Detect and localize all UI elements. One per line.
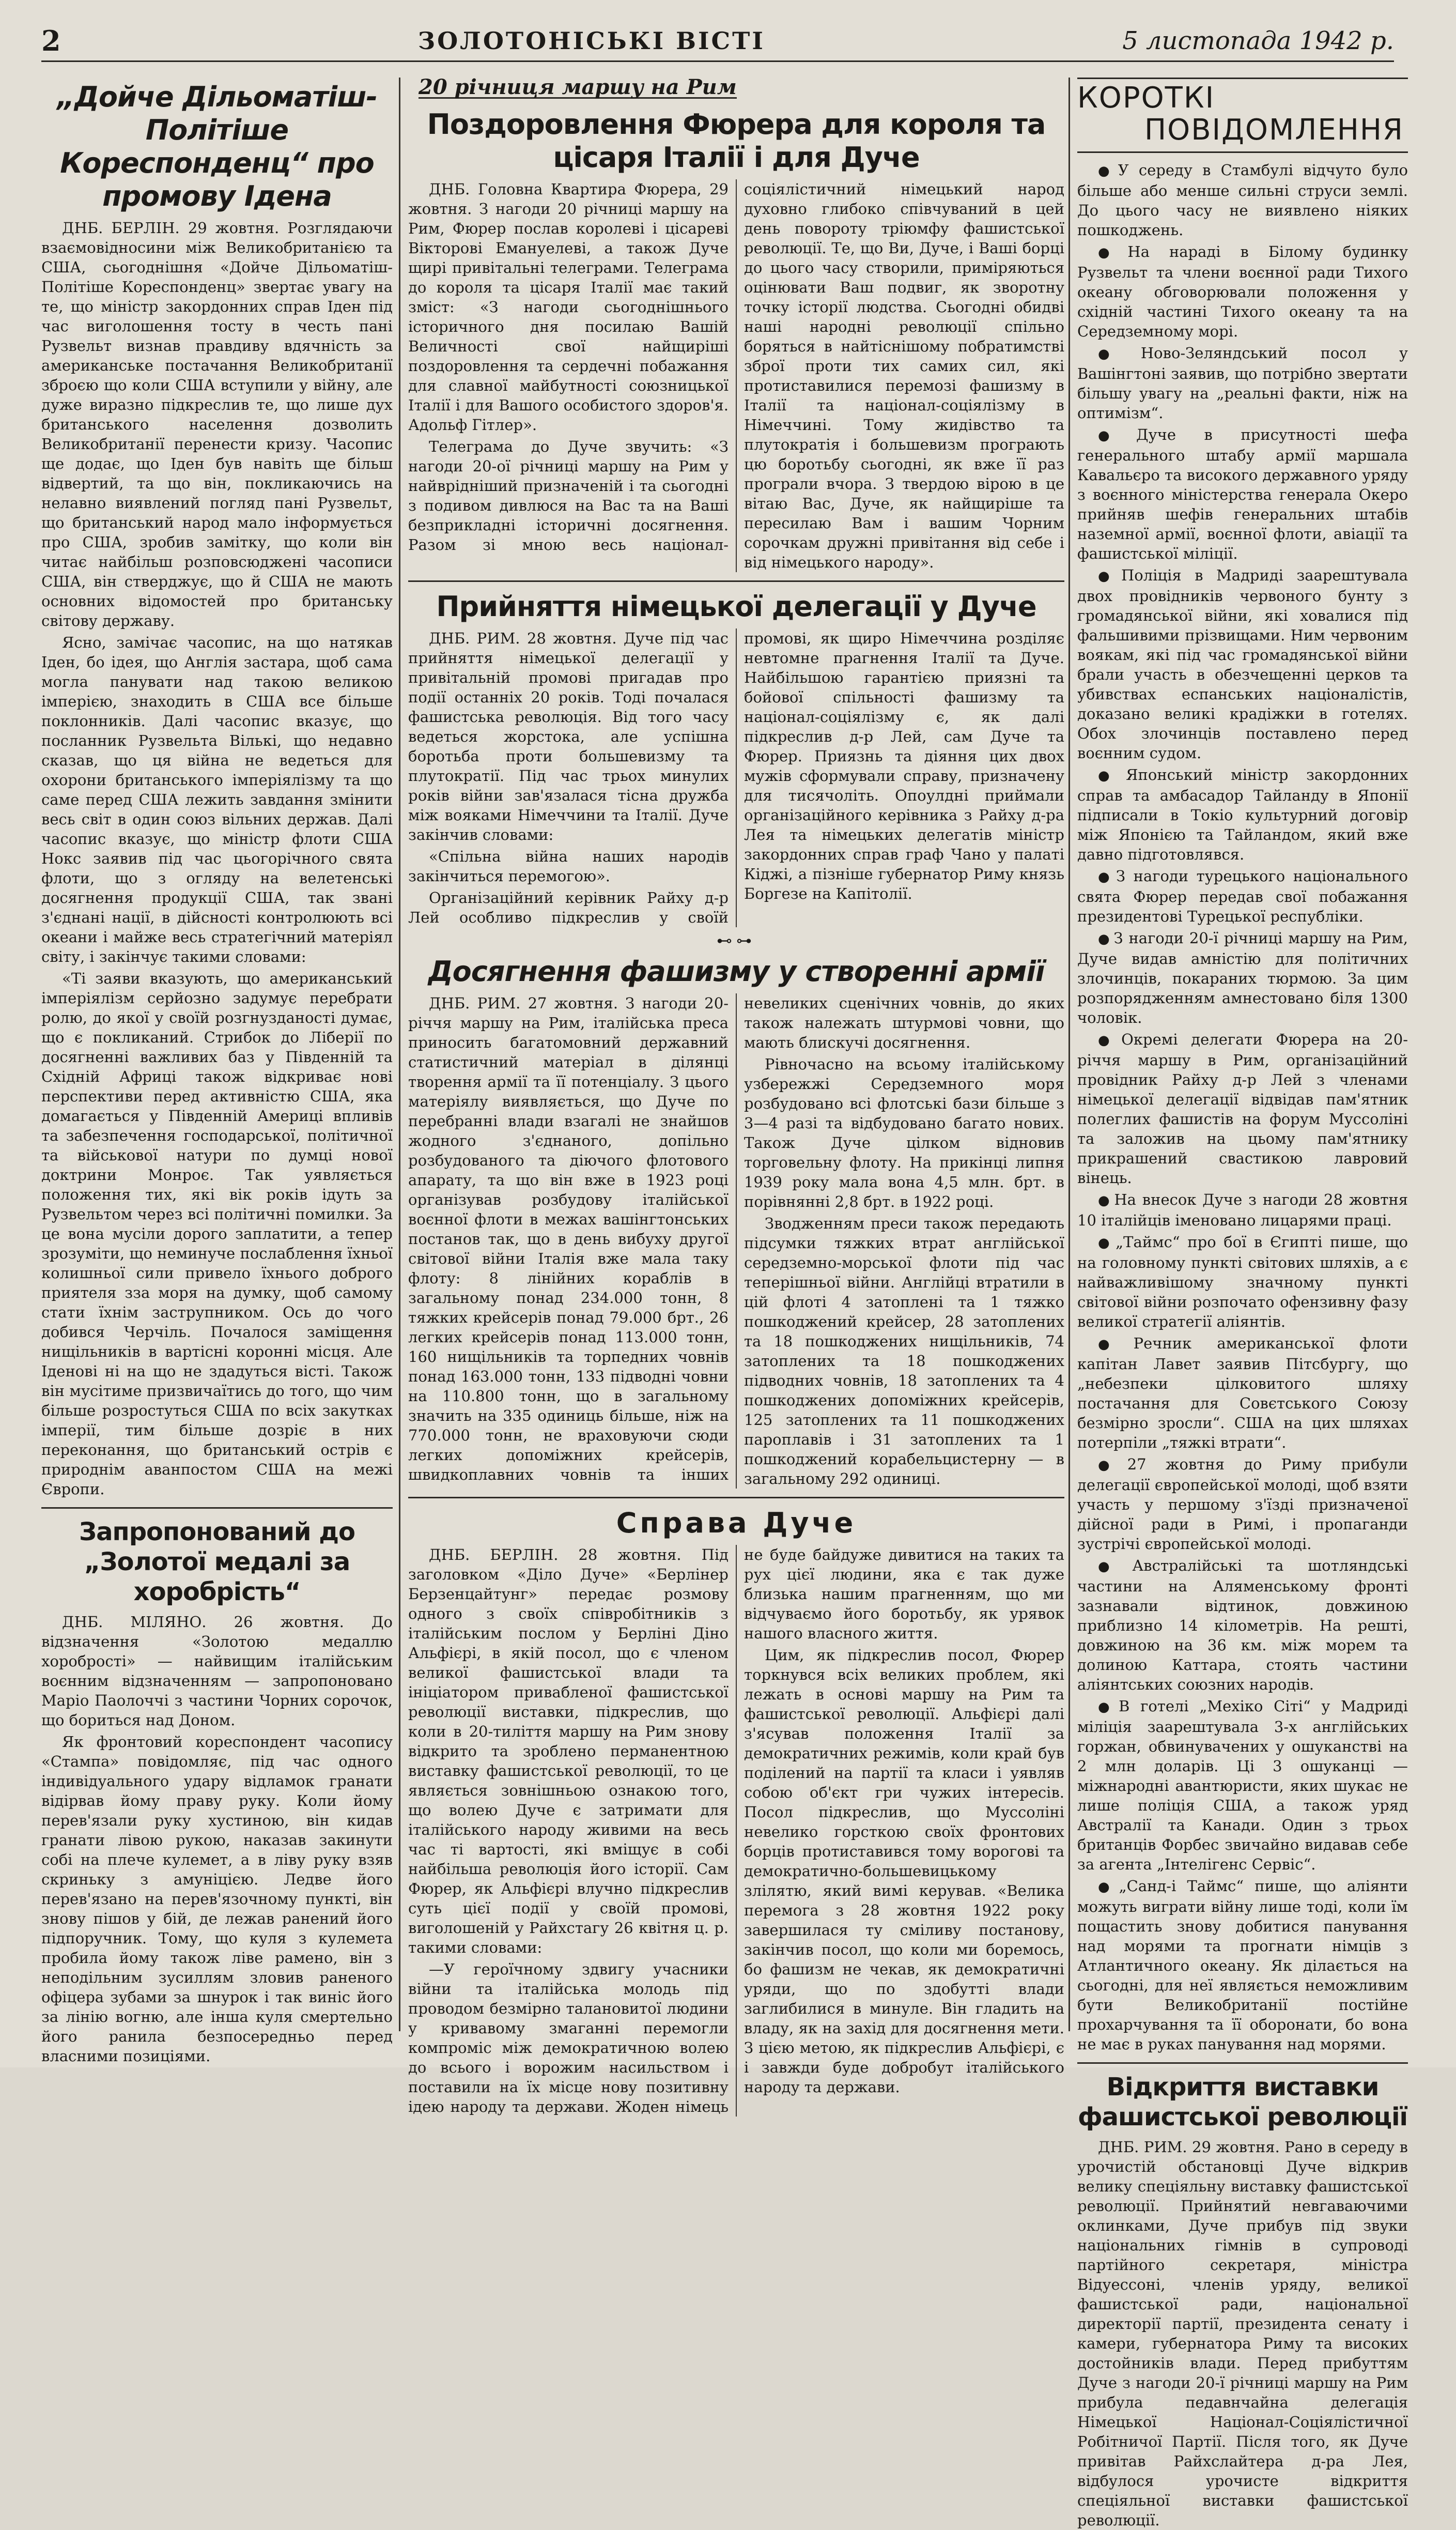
bullet-icon: ● xyxy=(1098,1879,1116,1895)
article-paragraph: Ясно, замічає часопис, на що натякав Іден, бо ідея, що Англія застара, щоб сама могла панувати над такою великою імперією, знаходить в США все більше поклонників. Далі часопис вказує, що посланник Рузвельта Вількі, що недавно сказав, що ця війна не ведеться для охорони британського імперіялізму та що саме перед США лежить завдання змінити весь світ в один союз вільних держав. Далі часопис вказує, що міністр флоти США Нокс заявив під час цьогорічного свята флоти, що з огляду на велетенські досягнення продукції США, так звані з'єднані нації, в дійсності контролюють всі океани і майже весь стратегічний матеріял світу, і закінчує такими словами: xyxy=(41,634,393,965)
news-item-text: Австралійські та шотляндські частини на Аляменському фронті зазнавали відтинок, довжиною приблизно 14 кілометрів. На решті, довжиною на 36 км. між морем та долиною Каттара, стоять частини аліянтських союзних народів. xyxy=(1077,1557,1408,1693)
news-item-text: „Санд-і Таймс“ пише, що аліянти можуть виграти війну лише тоді, коли їм пощастить знову добитися панування над морями та прогнати німців з Атлантичного океану. Як ділається на сьогодні, для неї являється неможливим бути Великобританії постійне прохарчування та її оборонати, бо вона не має в руках панування над морями. xyxy=(1077,1877,1408,2053)
short-news-list xyxy=(1077,160,1408,2054)
article-title: Поздоровлення Фюрера для короля та цісаря Італії і для Дуче xyxy=(427,108,1046,174)
article-title: „Дойче Дільоматіш-Політіше Кореспонденц“ про промову Ідена xyxy=(57,81,377,212)
bullet-icon: ● xyxy=(1098,1337,1130,1352)
article-body xyxy=(408,179,1064,572)
article-paragraph: Рівночасно на всьому італійському узбережжі Середземного моря розбудовано всі флотські бази більше з 3—4 разі та відбудовано багато нових. Також Дуче цілком відновив торговельну флоту. На прикінці липня 1939 року мала вона 4,5 млн. брт. в порівнянні 2,8 брт. в 1922 році. xyxy=(744,1055,1064,1210)
news-item xyxy=(1077,1333,1408,1452)
article-body xyxy=(408,628,1064,927)
bullet-icon: ● xyxy=(1098,428,1134,443)
divider xyxy=(408,1497,1064,1498)
article-paragraph: ДНБ. МІЛЯНО. 26 жовтня. До відзначення «Золотою медаллю хоробрості» — найвищим італійським воєнним відзначенням — запропоновано Маріо Паолоччі з частини Чорних сорочок, що бориться над Доном. xyxy=(41,1613,393,1729)
article-paragraph: ДНБ. Головна Квартира Фюрера, 29 жовтня. З нагоди 20 річниці маршу на Рим, Фюрер послав королеві і цісареві Вікторові Емануелеві, а також Дуче щирі привітальні телеграми. Телеграма до короля та цісаря Італії має такий зміст: «З нагоди сьогоднішнього історичного дня посилаю Вашій Величності свої найщиріші поздоровлення та сердечні побажання для славної майбутності союзницької Італії і для Вашого особистого здоров'я. Адольф Гітлер». xyxy=(408,180,729,434)
article-paragraph: ДНБ. БЕРЛІН. 28 жовтня. Під заголовком «Діло Дуче» «Берлінер Берзенцайтунг» передає розмову одного з своїх співробітників з італійським послом у Берліні Діно Альфієрі, в якій посол, що є членом великої фашистської влади та ініціатором привабленої фашистської революції виставки, підкреслив, що коли в 20-тиліття маршу на Рим знову відкрито та зроблено перманентною виставку фашистської революції, то це являється зовнішньою ознакою того, що волею Дуче є затримати для італійського народу живими на весь час ті вартості, які вміщує в собі найбільша революція його історії. Сам Фюрер, як Альфієрі влучно підкреслив суть цієї події у своїй промові, виголошеній у Райхстагу 26 квітня ц. р. такими словами: xyxy=(408,1546,729,1956)
news-item-text: 27 жовтня до Риму прибули делегації європейської молоді, щоб взяти участь у першому з'їзді призначеної дійсної ради в Римі, і пропаганди зустрічі європейської молоді. xyxy=(1077,1455,1408,1553)
news-item xyxy=(1077,765,1408,864)
column-rule xyxy=(1068,78,1070,2031)
bullet-icon: ● xyxy=(1098,1193,1111,1208)
paper-name: ЗОЛОТОНІСЬКІ ВІСТІ xyxy=(417,26,765,55)
bullet-icon: ● xyxy=(1098,869,1113,885)
bullet-icon: ● xyxy=(1098,346,1138,362)
bullet-icon: ● xyxy=(1098,1235,1113,1251)
bullet-icon: ● xyxy=(1098,768,1123,784)
news-item xyxy=(1077,343,1408,423)
news-item xyxy=(1077,160,1408,240)
bullet-icon: ● xyxy=(1098,1699,1116,1715)
news-item xyxy=(1077,928,1408,1028)
bullet-icon: ● xyxy=(1098,931,1111,947)
news-item xyxy=(1077,1556,1408,1694)
column-rule xyxy=(399,78,400,2031)
bullet-icon: ● xyxy=(1098,1559,1129,1574)
column-right xyxy=(1077,78,1408,2529)
news-item-text: „Таймс“ про бої в Єгипті пише, що на головному пункті світових шляхів, а є найважливішому значному пункті світової війни розпочато офензивну фазу великої стратегії аліянтів. xyxy=(1077,1233,1408,1330)
article-paragraph: Цим, як підкреслив посол, Фюрер торкнувся всіх великих проблем, які лежать в основі маршу на Рим та фашистської революції. Альфієрі далі з'ясував положення Італії за демократичних режимів, коли край був поділений на партії та класи і уявляв собою об'єкт гри чужих інтересів. Посол підкреслив, що Муссоліні невелико горсткою своїх фронтових борців протиставився тому ворогові та демократично-большевицькому злілятю, який вимі керував. «Велика перемога з 28 жовтня 1922 року завершилася ту сміливу постанову, закінчив посол, що коли ми боремось, бо фашизм не чекав, як демократичні уряди, що по здобутті влади заглибилися в минуле. Він гладить на владу, як на захід для досягнення мети. З цією метою, як підкреслив Альфієрі, є і завжди буде добробут італійського народу та держави. xyxy=(744,1646,1064,2096)
article-title: Відкриття виставки фашистської революції xyxy=(1078,2073,1407,2132)
article-paragraph: ДНБ. РИМ. 29 жовтня. Рано в середу в урочистій обстановці Дуче відкрив велику спеціяльну виставку фашистської революції. Прийнятий невгаваючими оклинками, Дуче прибув під звуки національних гімнів в супроводі партійного секретаря, міністра Відуессоні, членів уряду, великої фашистської ради, національної директорії партії, президента сенату і камери, губернатора Риму та високих достойників влади. Перед прибуттям Дуче з нагоди 20-ї річниці маршу на Рим прибула педавнчайна делегація Німецької Націонал-Соціялістичної Робітничої Партії. Після того, як Дуче привітав Райхслайтера д-ра Лея, відбулося урочисте відкриття спеціяльної виставки фашистської революції. xyxy=(1077,2138,1408,2529)
issue-date: 5 листопада 1942 р. xyxy=(1122,26,1394,55)
news-item-text: З нагоди турецького національного свята Фюрер передав свої побажання президентові Турецької республіки. xyxy=(1077,867,1408,925)
short-news-heading-line2: ПОВІДОМЛЕННЯ xyxy=(1144,113,1404,147)
news-item-text: На внесок Дуче з нагоди 28 жовтня 10 італійців іменовано лицарями праці. xyxy=(1077,1191,1408,1229)
news-item xyxy=(1077,1876,1408,2054)
article-paragraph: ДНБ. РИМ. 27 жовтня. З нагоди 20-річчя маршу на Рим, італійська преса приносить багатомовний державний статистичний матеріал в ділянці творення армії та її потенціалу. З цього матеріялу виявляється, що Дуче по перебранні влади взагалі не знайшов жодного з'єднаного, допільно розбудованого та діючого флотового апарату, та що він вже в 1923 році організував розбудову італійської воєнної флоти в межах вашінгтонських постанов так, що в день вибуху другої світової війни Італія вже мала таку флоту: 8 лінійних кораблів в загальному понад 234.000 тонн, 8 тяжких крейсерів понад 79.000 брт., 26 легких крейсерів понад 113.000 тонн, 160 нищільників та торпедних човнів понад 163.000 тонн, 133 підводні човни на 110.800 тонн, що в загальному значить на 335 одиниць більше, ніж на 770.000 тонн, не враховуючи сюди легких допоміжних крейсерів, швидкоплавних човнів та інших невеликих сценічних човнів, до яких також належать штурмові човни, що мають блискучі досягнення. xyxy=(408,994,1064,1483)
news-item-text: Речник американської флоти капітан Лавет заявив Пітсбургу, що „небезпеки цілковитого шляху постачання для Совєтського Союзу безмірно зросли“. США на цих шляхах потерпіли „тяжкі втрати“. xyxy=(1077,1335,1408,1451)
news-item xyxy=(1077,1030,1408,1188)
masthead xyxy=(41,21,1394,62)
news-item-text: Окремі делегати Фюрера на 20-річчя маршу в Рим, організаційний провідник Райху д-р Лей з членами німецької делегації відвідав пам'ятник полеглих фашистів на форум Муссоліні та заложив на цьому пам'ятнику прикрашений свастикою лавровий вінець. xyxy=(1077,1031,1408,1187)
news-item xyxy=(1077,866,1408,926)
article-title: Прийняття німецької делегації у Дуче xyxy=(436,590,1036,623)
article-paragraph: Організаційний керівник Райху д-р Лей особливо підкреслив у своїй промові, як щиро Німеччина розділяє невтомне прагнення Італії та Дуче. Найбільшою гарантією приязні та бойової спільності фашизму та націонал-соціялізму є, як далі підкреслив д-р Лей, сам Дуче та Фюрер. Приязнь та діяння цих двох мужів сформували справу, призначену для тисячоліть. Опоулдні приймали організаційного керівника з Райху д-ра Лея та німецьких делегатів міністр закордонних справ граф Чано у палаті Кіджі, а пізніше губернатор Риму князь Боргезе на Капітолії. xyxy=(408,630,1064,926)
news-item-text: Ново-Зеляндський посол у Вашінгтоні заявив, що потрібно звертати більшу увагу на „реальні факти, ніж на оптимізм“. xyxy=(1077,344,1408,422)
column-center xyxy=(408,75,1064,2115)
news-item-text: Японський міністр закордонних справ та амбасадор Тайланду в Японії підписали в Токіо культурний договір між Японією та Тайландом, який вже давно підготовлявся. xyxy=(1077,766,1408,863)
divider xyxy=(1077,2062,1408,2064)
article-body xyxy=(408,1545,1064,2117)
bullet-icon: ● xyxy=(1098,569,1119,584)
news-item xyxy=(1077,1696,1408,1874)
article-paragraph: Як фронтовий кореспондент часопису «Стампа» повідомляє, під час одного індивідуального удару відламок гранати відірвав йому праву руку. Коли йому перев'язали руку хустиною, він кидав гранати лівою рукою, наказав закинути собі на плече кулемет, а в ліву руку взяв скриньку з амуніцією. Ледве його перев'язано на перев'язочному пункті, він знову пішов у бій, де лежав ранений його підпоручник. Тому, що куля з кулемета пробила йому також ліве рамено, він з неподільним зусиллям зловив раненого офіцера зубами за шнурок і так виніс його за лінію вогню, але інша куля смертельно його ранила безпосередньо перед власними позиціями. xyxy=(41,1733,393,2065)
divider xyxy=(408,580,1064,582)
divider xyxy=(41,1507,393,1509)
news-item-text: Поліція в Мадриді заарештувала двох провідників червоного бунту з громадянської війни, які ховалися під фальшивими прізвищами. Ним червоним воякам, які під час громадянської війни брали участь в обезчещенні церков та убивствах еспанських націоналістів, доказано великі крадіжки в готелях. Обох злочинців поставлено перед воєнним судом. xyxy=(1077,566,1408,762)
news-item xyxy=(1077,1454,1408,1554)
news-item xyxy=(1077,1232,1408,1331)
page-number: 2 xyxy=(41,24,61,57)
article-paragraph: ДНБ. РИМ. 28 жовтня. Дуче під час прийняття німецької делегації у привітальній промові пригадав про події останніх 20 років. Тоді почалася фашистська революція. Від того часу ведеться жорстока, але успішна боротьба проти большевизму та плутократії. Під час трьох минулих років війни зав'язалася тісна дружба між вояками Німеччини та Італії. Дуче закінчив словами: xyxy=(408,630,729,844)
news-item-text: У середу в Стамбулі відчуто було більше або менше сильні струси землі. До цього часу не виявлено ніяких пошкоджень. xyxy=(1077,161,1408,239)
article-title: Справа Дуче xyxy=(616,1507,857,1539)
article-paragraph: «Спільна війна наших народів закінчиться перемогою». xyxy=(408,848,729,885)
short-news-heading-line1: КОРОТКІ xyxy=(1077,81,1215,115)
column-left xyxy=(41,78,393,2065)
article-paragraph: Зводженням преси також передають підсумки тяжких втрат англійської середземно-морської флоти під час теперішньої війни. Англійці втратили в цій флоті 4 затоплені та 1 тяжко пошкоджений крейсер, 28 затоплених та 18 пошкоджених нищільників, 74 затоплених та 18 пошкоджених підводних човнів, 18 затоплених та 4 пошкоджених допоміжних крейсерів, 125 затоплених та 11 пошкоджених пароплавів і 31 затоплених та 1 пошкоджений корабельцистерну — в загальному 292 одиниці. xyxy=(744,1215,1064,1488)
news-item-text: З нагоди 20-ї річниці маршу на Рим, Дуче видав амністію для політичних злочинців, покараних тюрмою. За цим розпорядженням амнестовано біля 1300 чоловік. xyxy=(1077,929,1408,1026)
article-paragraph: «Ті заяви вказують, що американський імперіялізм серйозно задумує перебрати ролю, до якої у своїй розгнузданості думає, що є покликаний. Стрибок до Ліберії по досягненні важливих баз у Південній та Східній Африці також відкриває нові перспективи перед активністю США, яка домагається у Південній Америці впливів та забезпечення господарської, політичної та військової натури по думці нової доктрини Монроє. Так уявляється положення тих, які вік років ідуть за Рузвельтом через всі політичні помилки. За це вона мусіли дорого заплатити, а тепер зрозуміти, що неминуче послаблення їхньої колишньої сили привело їхнього доброго приятеля зза моря на думку, щоб самому стати їхнім заструпником. Ось до чого добився Черчіль. Почалося заміщення нищільників в вартісні коронні місця. Але Іденові ні на що не здадуться вісті. Також він мусітиме призвичаїтись до того, що чим більше розростуться США по всіх закутках імперії, тим більше дозріє в них переконання, що британський острів є природнім аванпостом США на межі Європи. xyxy=(41,970,393,1498)
news-item-text: На нараді в Білому будинку Рузвельт та члени воєнної ради Тихого океану обговорювали положення у східній частині Тихого океану та на Середземному морі. xyxy=(1077,243,1408,340)
bullet-icon: ● xyxy=(1098,245,1125,260)
news-item-text: В готелі „Мехіко Сіті“ у Мадриді міліція заарештувала 3-х англійських горжан, обвинувачених у ошуканстві на 2 млн доларів. Ці 3 ошуканці — міжнародні авантюристи, яких шукає не лише поліція США, а також уряд Австралії та Канади. Один з трьох британців Форбес звичайно видавав себе за агента „Інтелігенс Сервіс“. xyxy=(1077,1697,1408,1873)
article-paragraph: Телеграма до Дуче звучить: «З нагоди 20-ої річниці маршу на Рим у найврідніший призначеній і та сьогодні з подивом дивлюся на Вас та на Ваші безприкладні історичні досягнення. Разом зі мною весь націонал-соціялістичний німецький народ духовно глибоко співчуваний в цей день повороту тріюмфу фашистської революції. Те, що Ви, Дуче, і Ваші борці до цього часу створили, приміряються оцінювати Ваш подвиг, як зворотну точку історії людства. Сьогодні обидві наші народні революції спільно боряться в найтіснішому побратимстві зброї проти тих самих сил, які протиставилися перемозі фашизму в Італії та націонал-соціялізму в Німеччині. Тому жидівство та плутократія і большевизм програють цю боротьбу сьогодні, як вже її раз програли вчора. З твердою вірою в це вітаю Вас, Дуче, як найщиріше та пересилаю Вам і вашим Чорним сорочкам дружні привітання від себе і від німецького народу». xyxy=(408,180,1064,571)
article-title: Досягнення фашизму у створенні армії xyxy=(428,955,1045,988)
news-item-text: Дуче в присутності шефа генерального штабу армії маршала Кавальєро та високого державного уряду з воєнного міністерства генерала Океро прийняв шефів генеральних штабів наземної армії, воєнної флоти, авіації та фашистської міліції. xyxy=(1077,426,1408,562)
bullet-icon: ● xyxy=(1098,1458,1124,1473)
news-item xyxy=(1077,242,1408,341)
news-item xyxy=(1077,565,1408,763)
section-rubric: 20 річниця маршу на Рим xyxy=(419,75,737,99)
article-body xyxy=(408,993,1064,1489)
ornament: ⊷⊶ xyxy=(717,932,756,950)
article-title: Запропонований до „Золотої медалі за хоробрість“ xyxy=(79,1517,355,1606)
short-news-heading xyxy=(1077,78,1408,153)
news-item xyxy=(1077,425,1408,563)
bullet-icon: ● xyxy=(1098,163,1115,179)
bullet-icon: ● xyxy=(1098,1033,1119,1048)
news-item xyxy=(1077,1190,1408,1230)
article-paragraph: ДНБ. БЕРЛІН. 29 жовтня. Розглядаючи взаємовідносини між Великобританією та США, сьогоднішня «Дойче Дільоматіш-Політіше Кореспонденц» звертає увагу на те, що міністр закордонних справ Іден під час виголошення тосту в честь пані Рузвельт визнав правдиву вдячність за американське постачання Великобританії зброєю що коли США вступили у війну, але дуже виразно підкреслив те, що лише дух британського населення дозволить Великобританії перенести кризу. Часопис ще додає, що Іден був навіть ще більш відвертий, та що він, покликаючись на нелавно виявлений погляд пані Рузвельт, що британський народ мало інформується про США, зробив замітку, що коли він читає найбільш розповсюджені часописи США, він стверджує, що й США не мають основних відомостей про британську світову державу. xyxy=(41,219,393,630)
article-paragraph: —У героїчному здвигу учасники війни та італійська молодь під проводом безмірно талановитої людини у кривавому змаганні перемогли компроміс між демократичною волею до всього і ворожим насильством і поставили на їх місце нову позитивну ідею народу та держави. Жоден німець не буде байдуже дивитися на таких та рух цієї людини, яка є так дуже близька нашим прагненням, що ми відчуваємо його боротьбу, як урявок нашого власного життя. xyxy=(408,1546,1064,2115)
